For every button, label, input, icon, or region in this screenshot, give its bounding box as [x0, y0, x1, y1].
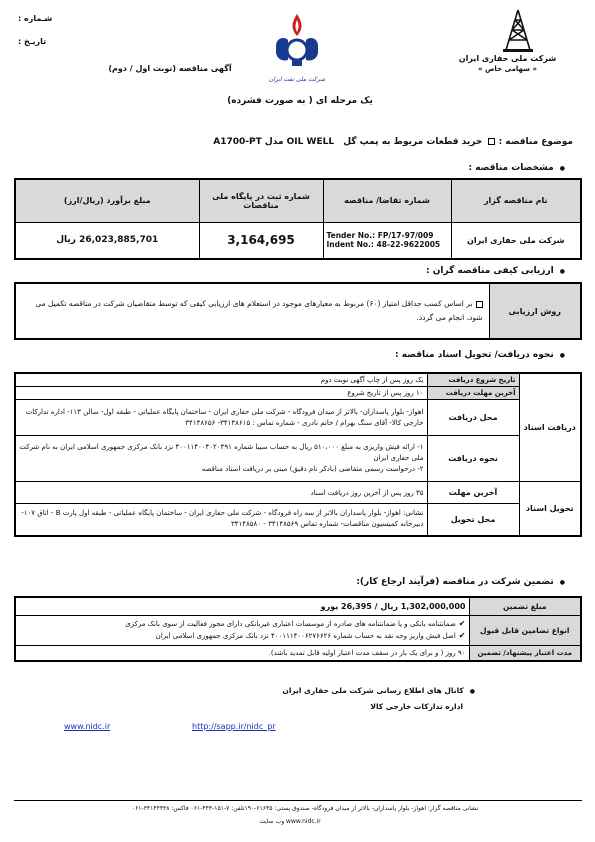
footer-dept: اداره تدارکات خارجی کالا: [370, 702, 463, 711]
tender-no: Tender No.: FP/17-97/009: [326, 231, 434, 241]
nioc-logo-icon: [262, 10, 332, 80]
footer-channel: [282, 686, 475, 695]
channel-text: کانال های اطلاع رسانی شرکت ملی حفاری ایران: [282, 686, 464, 695]
header-meta: [18, 14, 138, 46]
specs-heading: ● مشخصات مناقصه :: [469, 163, 565, 173]
validity-label: مدت اعتبار پیشنهاد/ تضمین: [469, 645, 581, 661]
method-val-1: ۱- ارائه فیش واریزی به مبلغ ۵۱۰،۰۰۰ ریال به حساب سیبا شماره ۴۰۰۱۱۴۰۰۴۰۲۰۴۹۱ نزد بانک مرکزی جمهوری اسلامی ایران به نام شرکت ملی حفاری ایران: [19, 443, 424, 462]
start-val: یک روز پس از چاپ آگهی نوبت دوم: [15, 373, 427, 387]
logo-caption: شرکت ملی نفت ایران: [268, 76, 326, 83]
method-text-cell: [15, 283, 489, 339]
last-val: ۳۵ روز پس از آخرین روز دریافت اسناد: [15, 482, 427, 504]
checkbox-icon: [476, 301, 483, 308]
deliver-label: تحویل اسناد: [519, 482, 581, 536]
col-req: شماره تقاضا/ مناقصه: [323, 179, 451, 222]
checkmark-icon: ✔: [458, 619, 466, 628]
nioc-logo: [262, 10, 332, 83]
footer-address: نشانی مناقصه گزار: اهواز- بلوار پاسداران- بالاتر از میدان فرودگاه- صندوق پستی: ۶۱۶۳۵-۱۹۰تلفن: ۷-۱۵۱-۴۴۴-۰۶۱ فاکس: ۳۴۱۴۴۴۳۸-۰۶۱: [131, 805, 479, 812]
derrick-icon: [498, 8, 538, 52]
nidc-logo: [498, 8, 538, 52]
reg-cell: 3,164,695: [199, 222, 323, 259]
sapp-link[interactable]: http://sapp.ir/nidc_pr: [192, 722, 276, 731]
footer-divider: [14, 800, 582, 801]
amount-label: مبلغ تضمین: [469, 597, 581, 615]
validity-val: ۹۰ روز ( و برای یک بار در سقف مدت اعتبار اولیه قابل تمدید باشد).: [15, 645, 469, 661]
guarantee-table: [14, 596, 582, 662]
tender-cell: [323, 222, 451, 259]
start-label: تاریخ شروع دریافت: [427, 373, 519, 387]
method-recv-label: نحوه دریافت: [427, 436, 519, 482]
estimate-cell: 26,023,885,701 ریال: [15, 222, 199, 259]
subtitle: یک مرحله ای ( به صورت فشرده): [227, 96, 373, 106]
nidc-link[interactable]: www.nidc.ir: [64, 722, 111, 731]
quality-table: [14, 282, 582, 340]
subject-text: خرید قطعات مربوط به پمپ گل: [343, 137, 483, 147]
quality-heading: ● ارزیابی کیفی مناقصه گران :: [426, 266, 565, 276]
subject-line: [13, 137, 573, 147]
receive-label: دریافت اسناد: [519, 373, 581, 482]
method-text: بر اساس کسب حداقل امتیاز (۶۰) مربوط به معیارهای موجود در استعلام های ارزیابی کیفی که توسط متقاضیان شرکت در مناقصه تکمیل می شود، انجام می گردد.: [35, 299, 483, 322]
types-label: انواع تضامین قابل قبول: [469, 615, 581, 645]
method-val-2: ۲- درخواست رسمی متقاضی (بادکر نام دقیق) مبنی بر دریافت اسناد مناقصه: [201, 465, 424, 473]
col-reg: شماره ثبت در پایگاه ملی مناقصات: [199, 179, 323, 222]
checkmark-icon: ✔: [458, 631, 466, 640]
place-label: محل دریافت: [427, 400, 519, 436]
type-2: اصل فیش واریز وجه نقد به حساب شماره ۴۰۰۱۱۱۴۰۰۶۲۷۶۶۲۶ نزد بانک مرکزی جمهوری اسلامی ایران: [155, 632, 456, 640]
col-est: مبلغ برآورد (ریال/ارز): [15, 179, 199, 222]
dplace-label: محل تحویل: [427, 504, 519, 536]
footer-site: www.nidc.ir وب سایت: [259, 818, 321, 825]
types-cell: [15, 615, 469, 645]
date-label: تاریـخ :: [18, 37, 47, 46]
org-cell: شرکت ملی حفاری ایران: [451, 222, 581, 259]
amount-val: 1,302,000,000 ریال / 26,395 یورو: [15, 597, 469, 615]
number-label: شـماره :: [18, 14, 53, 23]
method-recv-cell: [15, 436, 427, 482]
type-1: ضمانتنامه بانکی و یا ضمانتنامه های صادره از موسسات اعتباری غیربانکی دارای مجوز فعالیت از سوی بانک مرکزی: [125, 620, 456, 628]
specs-table: [14, 178, 582, 260]
checkbox-icon: [488, 138, 495, 145]
subject-model: OIL WELL مدل A1700-PT: [213, 137, 335, 147]
ad-title: آگهی مناقصه (نوبت اول / دوم): [108, 64, 232, 73]
dplace-val: نشانی: اهواز- بلوار پاسداران بالاتر از سه راه فرودگاه - شرکت ملی حفاری ایران - ساختمان پایگاه عملیاتی - طبقه اول پارت B - اتاق ۱۰۷- دبیرخانه کمیسیون مناقصات- شماره تماس ۳۴۱۴۸۵۶۹ - ۳۴۱۴۸۵۸۰: [15, 504, 427, 536]
company-type: « سهامی خاص »: [478, 65, 537, 73]
docs-heading: ● نحوه دریافت/ تحویل اسناد مناقصه :: [395, 350, 565, 360]
guarantee-heading: ● تضمین شرکت در مناقصه (فرآیند ارجاع کار):: [356, 577, 565, 587]
method-label: روش ارزیابی: [489, 283, 581, 339]
col-org: نام مناقصه گزار: [451, 179, 581, 222]
deadline-label: آخرین مهلت دریافت: [427, 387, 519, 400]
subject-label: موضوع مناقصه :: [498, 137, 573, 147]
docs-table: [14, 372, 582, 537]
company-name: شرکت ملی حفاری ایران: [458, 54, 557, 63]
indent-no: Indent No.: 48-22-9622005: [326, 240, 441, 250]
deadline-val: ۱۰ روز پس از تاریخ شروع: [15, 387, 427, 400]
place-val: اهواز- بلوار پاسداران- بالاتر از میدان فرودگاه - شرکت ملی حفاری ایران - ساختمان پایگاه عملیاتی - طبقه اول- سالن ۱۱۳- اداره تدارکات خارجی کالا- آقای سنگ بهرام / خانم نادری - شماره تماس : ۳۴۱۴۸۶۱۵- ۳۴۱۴۸۶۵۶: [15, 400, 427, 436]
last-label: آخرین مهلت: [427, 482, 519, 504]
